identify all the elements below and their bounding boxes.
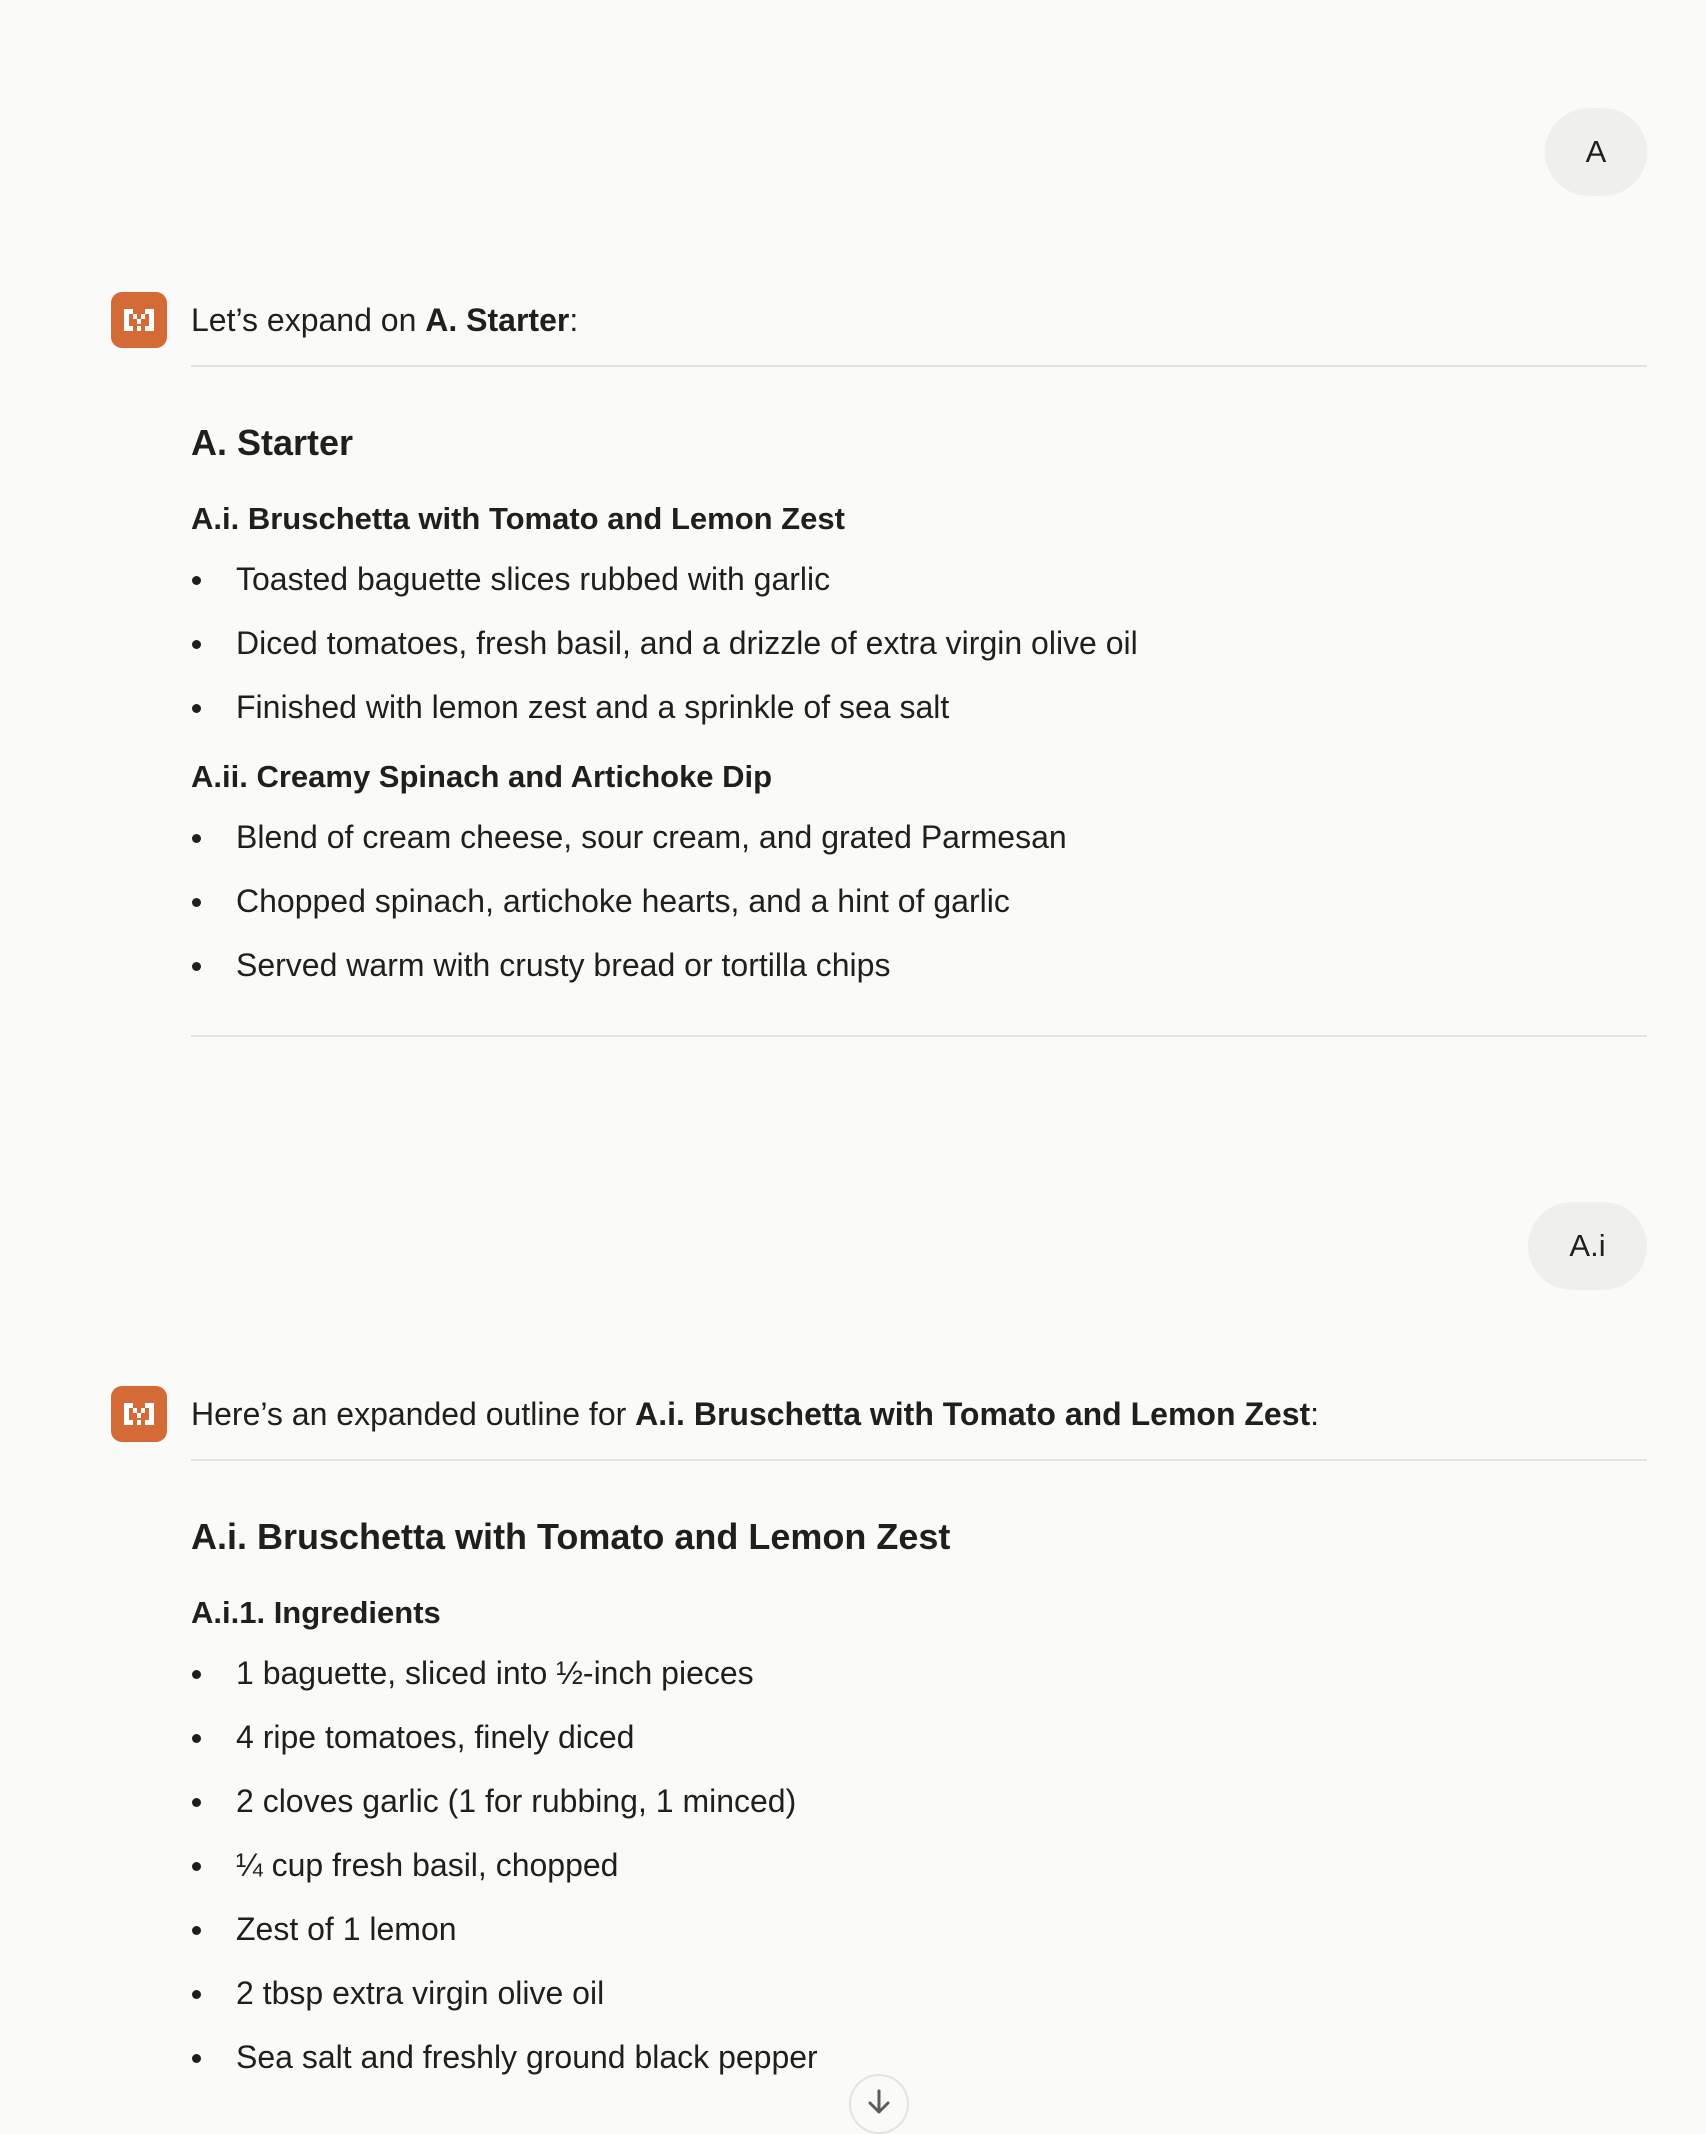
list-item: 2 tbsp extra virgin olive oil — [191, 1971, 1647, 2015]
assistant-message — [111, 1384, 1647, 2105]
list-item: Zest of 1 lemon — [191, 1907, 1647, 1951]
bullet-list — [191, 557, 1647, 729]
assistant-message — [111, 290, 1647, 1037]
bullet-list — [191, 1651, 1647, 2079]
list-item: 2 cloves garlic (1 for rubbing, 1 minced) — [191, 1779, 1647, 1823]
bullet-list — [191, 815, 1647, 987]
user-message-text: A — [1585, 134, 1607, 169]
list-item: ¼ cup fresh basil, chopped — [191, 1843, 1647, 1887]
arrow-down-icon — [866, 2088, 892, 2121]
user-message-bubble — [1528, 1202, 1647, 1290]
intro-text: Let’s expand on — [191, 302, 426, 338]
list-item: Finished with lemon zest and a sprinkle of sea salt — [191, 685, 1647, 729]
section-title: A.ii. Creamy Spinach and Artichoke Dip — [191, 759, 773, 794]
intro-bold-text: A. Starter — [425, 302, 570, 338]
assistant-logo-icon — [111, 292, 167, 348]
assistant-intro — [191, 290, 1647, 350]
intro-suffix: : — [569, 302, 579, 338]
list-item: Toasted baguette slices rubbed with garlic — [191, 557, 1647, 601]
intro-suffix: : — [1310, 1396, 1320, 1432]
list-item: Diced tomatoes, fresh basil, and a drizzle of extra virgin olive oil — [191, 621, 1647, 665]
list-item: Sea salt and freshly ground black pepper — [191, 2035, 1647, 2079]
outline-card — [191, 1459, 1647, 2079]
intro-text: Here’s an expanded outline for — [191, 1396, 636, 1432]
outline-heading: A. Starter — [191, 422, 354, 463]
user-message-bubble — [1545, 108, 1647, 196]
user-message-text: A.i — [1569, 1228, 1606, 1263]
list-item: Served warm with crusty bread or tortilla chips — [191, 943, 1647, 987]
scroll-to-bottom-button[interactable] — [849, 2074, 909, 2134]
section-title: A.i.1. Ingredients — [191, 1595, 441, 1630]
list-item: Chopped spinach, artichoke hearts, and a hint of garlic — [191, 879, 1647, 923]
section-title: A.i. Bruschetta with Tomato and Lemon Zest — [191, 501, 845, 536]
assistant-intro — [191, 1384, 1647, 1444]
intro-bold-text: A.i. Bruschetta with Tomato and Lemon Zest — [635, 1396, 1311, 1432]
list-item: 4 ripe tomatoes, finely diced — [191, 1715, 1647, 1759]
assistant-logo-icon — [111, 1386, 167, 1442]
list-item: 1 baguette, sliced into ½-inch pieces — [191, 1651, 1647, 1695]
outline-card — [191, 365, 1647, 1037]
list-item: Blend of cream cheese, sour cream, and grated Parmesan — [191, 815, 1647, 859]
outline-heading: A.i. Bruschetta with Tomato and Lemon Zest — [191, 1516, 951, 1557]
